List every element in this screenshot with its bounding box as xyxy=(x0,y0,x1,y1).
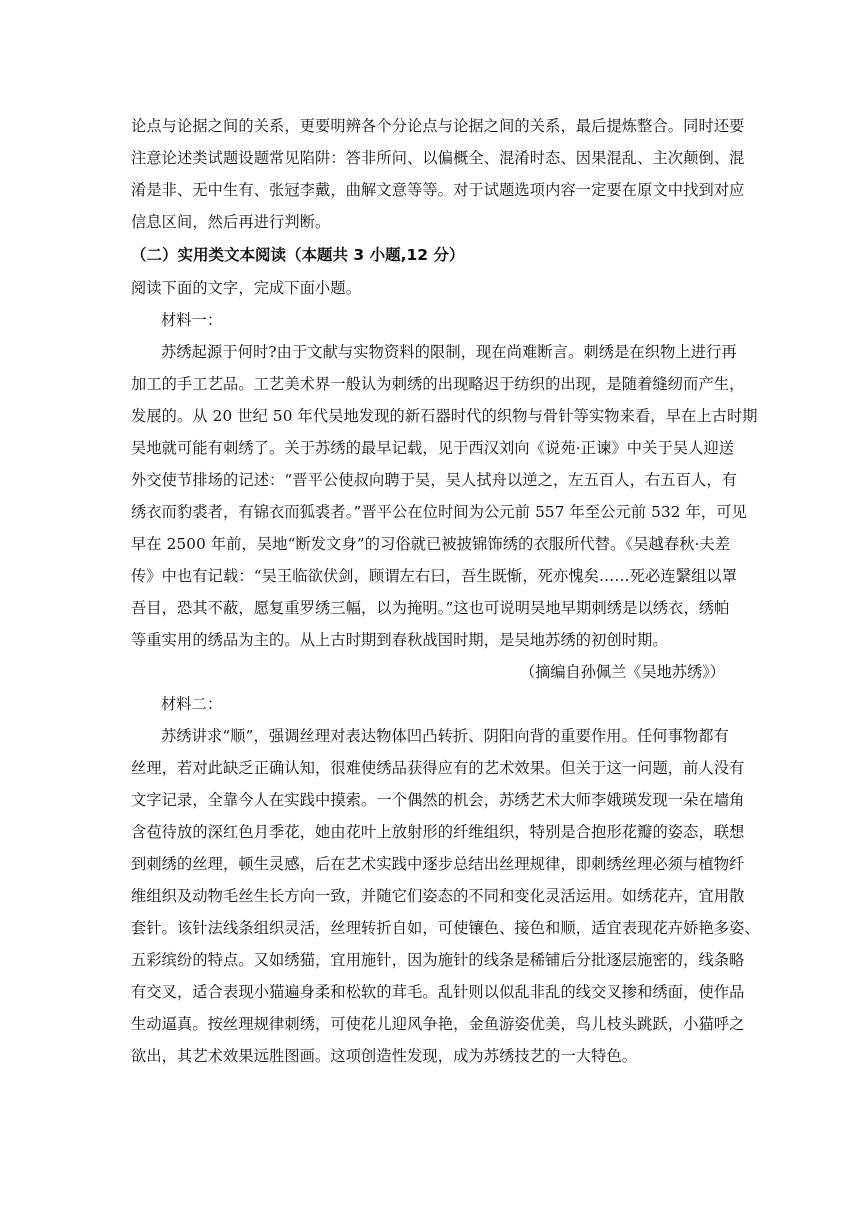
text-line: 信息区间，然后再进行判断。 xyxy=(131,213,331,231)
section-heading: （二）实用类文本阅读（本题共 3 小题,12 分） xyxy=(131,246,465,264)
text-line: 文字记录，全靠今人在实践中摸索。一个偶然的机会，苏绣艺术大师李娥瑛发现一朵在墙角 xyxy=(131,791,745,809)
text-line: 论点与论据之间的关系，更要明辨各个分论点与论据之间的关系，最后提炼整合。同时还要 xyxy=(131,117,745,135)
text-line: 外交使节排场的记述：“晋平公使叔向聘于吴，吴人拭舟以逆之，左五百人，右五百人，有 xyxy=(131,471,738,489)
text-line: 欲出，其艺术效果远胜图画。这项创造性发现，成为苏绣技艺的一大特色。 xyxy=(131,1047,638,1065)
text-line: 维组织及动物毛丝生长方向一致，并随它们姿态的不同和变化灵活运用。如绣花卉，宜用散 xyxy=(131,887,745,905)
instruction-text: 阅读下面的文字，完成下面小题。 xyxy=(131,279,362,297)
text-line: 五彩缤纷的特点。又如绣猫，宜用施针，因为施针的线条是稀铺后分批逐层施密的，线条略 xyxy=(131,951,745,969)
text-line: 绣衣而豹裘者，有锦衣而狐裘者。”晋平公在位时间为公元前 557 年至公元前 532 年，可见 xyxy=(131,503,747,521)
text-line: 套针。该针法线条组织灵活，丝理转折自如，可使镶色、接色和顺，适宜表现花卉娇艳多姿、 xyxy=(131,919,760,937)
material-one-label: 材料一： xyxy=(161,311,223,329)
document-page xyxy=(131,110,760,1072)
text-line: 淆是非、无中生有、张冠李戴，曲解文意等等。对于试题选项内容一定要在原文中找到对应 xyxy=(131,181,745,199)
text-line: 生动逼真。按丝理规律刺绣，可使花儿迎风争艳，金鱼游姿优美，鸟儿枝头跳跃，小猫呼之 xyxy=(131,1015,745,1033)
text-line: 加工的手工艺品。工艺美术界一般认为刺绣的出现略迟于纺织的出现，是随着缝纫而产生， xyxy=(131,375,745,393)
text-line: 吾目，恐其不蔽，愿复重罗绣三幅，以为掩明。”这也可说明吴地早期刺绣是以绣衣，绣帕 xyxy=(131,599,730,617)
text-line: 含苞待放的深红色月季花，她由花叶上放射形的纤维组织，特别是合抱形花瓣的姿态，联想 xyxy=(131,823,745,841)
text-line: 丝理，若对此缺乏正确认知，很难使绣品获得应有的艺术效果。但关于这一问题，前人没有 xyxy=(131,759,745,777)
intro-paragraph xyxy=(131,110,745,238)
material-one-body xyxy=(131,336,758,656)
text-line: 有交叉，适合表现小猫遍身柔和松软的茸毛。乱针则以似乱非乱的线交叉掺和绣面，使作品 xyxy=(131,983,745,1001)
text-line: 苏绣讲求“顺”，强调丝理对表达物体凹凸转折、阴阳向背的重要作用。任何事物都有 xyxy=(161,727,729,745)
text-line: 注意论述类试题设题常见陷阱：答非所问、以偏概全、混淆时态、因果混乱、主次颠倒、混 xyxy=(131,149,745,167)
text-line: 苏绣起源于何时?由于文献与实物资料的限制，现在尚难断言。刺绣是在织物上进行再 xyxy=(161,343,737,361)
material-two-body xyxy=(131,720,760,1072)
text-line: 早在 2500 年前，吴地“断发文身”的习俗就已被披锦饰绣的衣服所代替。《吴越春秋·夫差 xyxy=(131,535,731,553)
material-two-label: 材料二： xyxy=(161,695,223,713)
text-line: 发展的。从 20 世纪 50 年代吴地发现的新石器时代的织物与骨针等实物来看，早在上古时期 xyxy=(131,407,758,425)
text-line: 传》中也有记载：“吴王临欲伏剑，顾谓左右曰，吾生既惭，死亦愧矣……死必连繄组以罩 xyxy=(131,567,738,585)
text-line: 到刺绣的丝理，顿生灵感，后在艺术实践中逐步总结出丝理规律，即刺绣丝理必须与植物纤 xyxy=(131,855,745,873)
text-line: 等重实用的绣品为主的。从上古时期到春秋战国时期，是吴地苏绣的初创时期。 xyxy=(131,631,668,649)
text-line: 吴地就可能有刺绣了。关于苏绣的最早记载，见于西汉刘向《说苑·正谏》中关于吴人迎送 xyxy=(131,439,735,457)
material-one-source: （摘编自孙佩兰《吴地苏绣》） xyxy=(519,663,725,681)
